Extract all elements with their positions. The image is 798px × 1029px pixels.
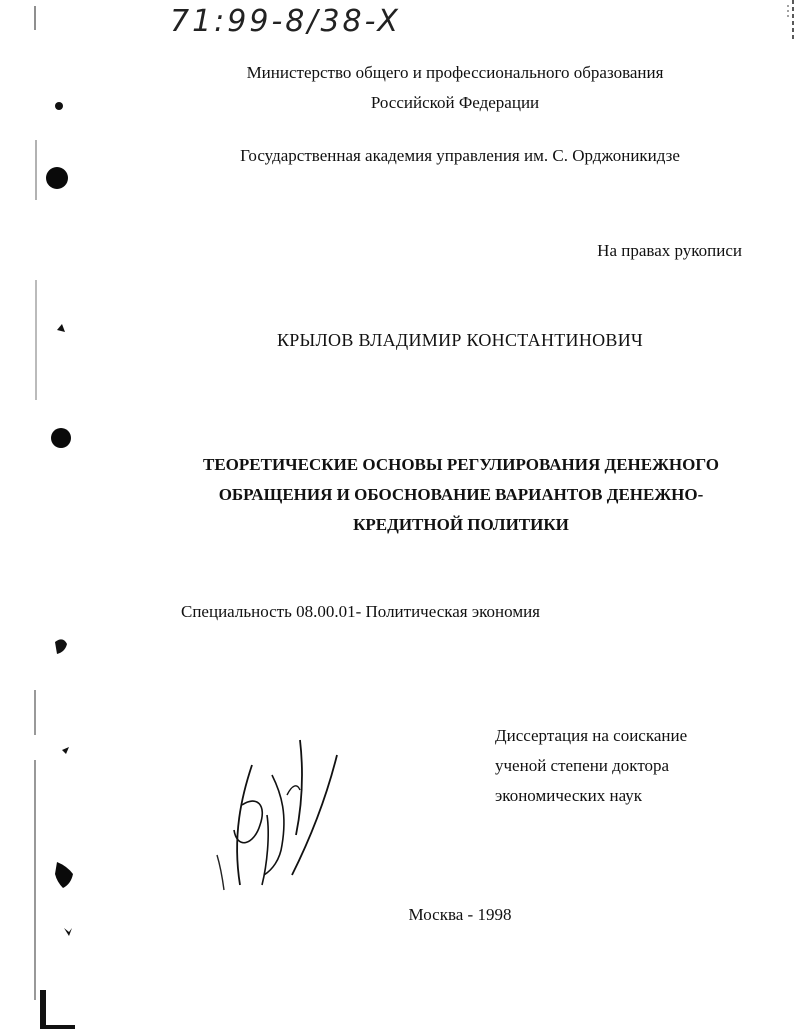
- ministry-header: [200, 58, 710, 118]
- dissertation-title: [180, 450, 742, 540]
- binding-margin-marks: [0, 0, 80, 1029]
- author-signature: [212, 735, 352, 895]
- ministry-line-2: Российской Федерации: [370, 93, 540, 112]
- academy-name: Государственная академия управления им. С. Орджоникидзе: [240, 146, 680, 165]
- degree-line-2: ученой степени доктора: [495, 756, 670, 775]
- ministry-line-1: Министерство общего и профессионального образования: [246, 63, 664, 82]
- author-name: КРЫЛОВ ВЛАДИМИР КОНСТАНТИНОВИЧ: [276, 330, 644, 350]
- title-line-3: КРЕДИТНОЙ ПОЛИТИКИ: [353, 515, 569, 534]
- city-year: Москва - 1998: [408, 905, 512, 924]
- rights-note: На правах рукописи: [597, 241, 742, 260]
- archive-code: 71:99-8/38-X: [170, 4, 401, 39]
- degree-statement: [495, 721, 687, 811]
- degree-line-3: экономических наук: [495, 786, 643, 805]
- specialty-line: Специальность 08.00.01- Политическая экономия: [181, 602, 541, 621]
- degree-line-1: Диссертация на соискание: [495, 726, 688, 745]
- scan-edge-marks: [748, 0, 798, 60]
- title-line-1: ТЕОРЕТИЧЕСКИЕ ОСНОВЫ РЕГУЛИРОВАНИЯ ДЕНЕЖНОГО: [202, 455, 719, 474]
- title-line-2: ОБРАЩЕНИЯ И ОБОСНОВАНИЕ ВАРИАНТОВ ДЕНЕЖНО-: [218, 485, 704, 504]
